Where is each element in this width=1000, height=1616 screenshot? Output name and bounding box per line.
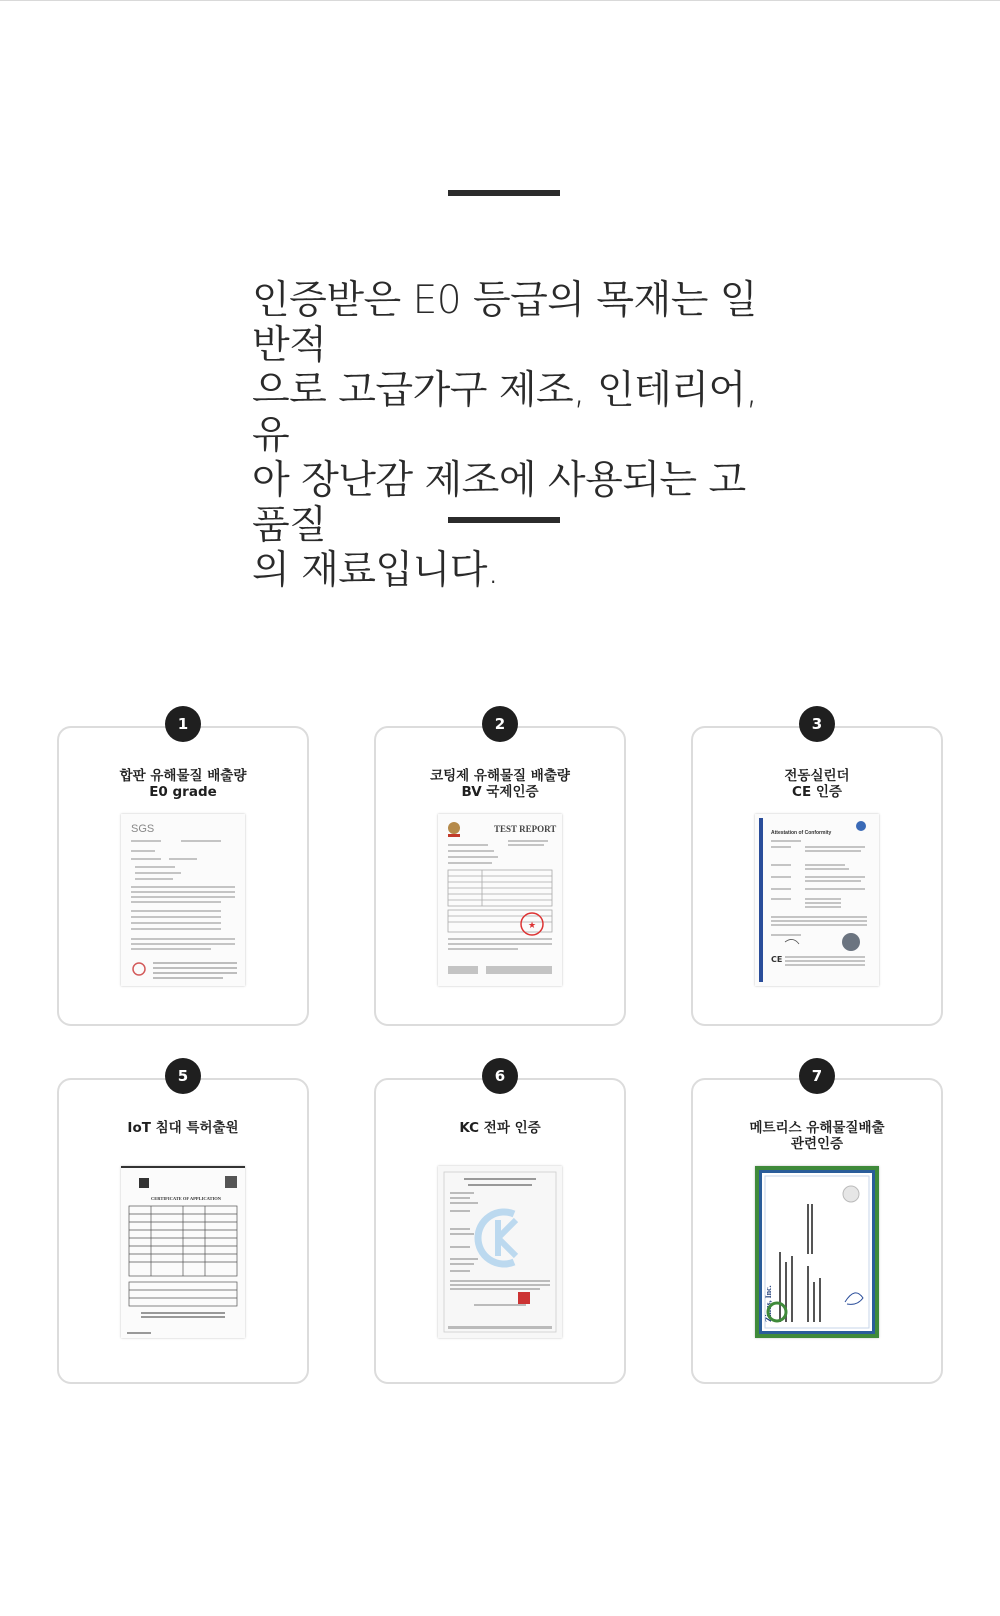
- card-title-line2: BV 국제인증: [461, 784, 539, 800]
- top-border: [0, 0, 1000, 1]
- certificate-card-2: [374, 715, 626, 1026]
- certificate-card-6: [374, 1067, 626, 1384]
- divider-bottom: [448, 517, 560, 523]
- svg-text:CE: CE: [771, 955, 783, 964]
- svg-text:★: ★: [528, 921, 537, 931]
- card-title: [376, 1120, 624, 1136]
- divider-top: [448, 190, 560, 196]
- card-title: [693, 1120, 941, 1152]
- svg-text:SGS: SGS: [131, 823, 155, 835]
- card-title-line2: E0 grade: [149, 784, 217, 800]
- svg-text:Attestation of Conformity: Attestation of Conformity: [771, 830, 832, 836]
- card-number-badge: 1: [165, 706, 201, 742]
- zinus-certificate-document-icon[interactable]: [755, 1166, 879, 1338]
- card-title: [376, 768, 624, 800]
- patent-application-document-icon[interactable]: [121, 1166, 245, 1338]
- card-title-line1: 전동실린더: [784, 768, 850, 784]
- svg-text:CERTIFICATE OF APPLICATION: CERTIFICATE OF APPLICATION: [151, 1196, 222, 1201]
- card-title: [693, 768, 941, 800]
- ce-attestation-document-icon[interactable]: [755, 814, 879, 986]
- certificate-card-5: [57, 1067, 309, 1384]
- card-number-badge: 6: [482, 1058, 518, 1094]
- card-number-badge: 5: [165, 1058, 201, 1094]
- svg-text:TEST REPORT: TEST REPORT: [494, 824, 557, 834]
- card-number-badge: 3: [799, 706, 835, 742]
- card-title-line1: 코팅제 유해물질 배출량: [430, 768, 570, 784]
- card-title-line1: 메트리스 유해물질배출: [749, 1120, 885, 1136]
- intro-text: 인증받은 E0 등급의 목재는 일반적 으로 고급가구 제조, 인테리어, 유 아 장난감 제조에 사용되는 고품질 의 재료입니다.: [252, 278, 758, 593]
- svg-text:Zinus, Inc.: Zinus, Inc.: [764, 1285, 773, 1322]
- card-number-badge: 2: [482, 706, 518, 742]
- bv-test-report-document-icon[interactable]: [438, 814, 562, 986]
- card-title-line2: CE 인증: [792, 784, 842, 800]
- card-title-line1: 합판 유해물질 배출량: [119, 768, 247, 784]
- certificate-card-1: [57, 715, 309, 1026]
- sgs-test-report-document-icon[interactable]: [121, 814, 245, 986]
- card-number-badge: 7: [799, 1058, 835, 1094]
- certificate-card-7: [691, 1067, 943, 1384]
- card-title-line1: IoT 침대 특허출원: [127, 1120, 239, 1136]
- card-title-line1: KC 전파 인증: [459, 1120, 541, 1136]
- card-title: [59, 768, 307, 800]
- certificate-card-3: [691, 715, 943, 1026]
- card-title-line2: 관련인증: [790, 1136, 844, 1152]
- kc-certificate-document-icon[interactable]: [438, 1166, 562, 1338]
- card-title: [59, 1120, 307, 1136]
